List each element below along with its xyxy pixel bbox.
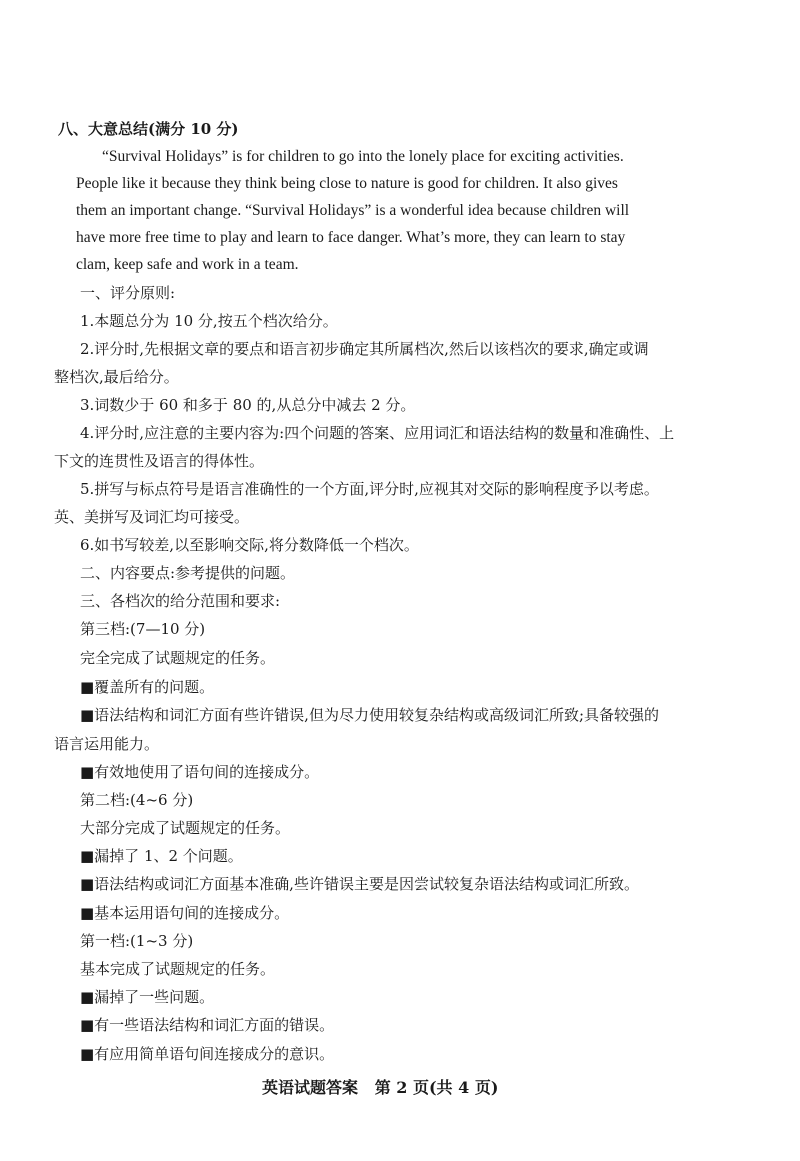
level3-item-2-cont: 语言运用能力。	[54, 735, 160, 753]
summary-line-2: People like it because they think being close to nature is good for children. It also gives	[76, 175, 618, 192]
levels-heading: 三、各档次的给分范围和要求:	[80, 592, 281, 610]
criteria-item-6: 6.如书写较差,以至影响交际,将分数降低一个档次。	[80, 536, 419, 554]
summary-line-4: have more free time to play and learn to face danger. What’s more, they can learn to stay	[76, 229, 626, 246]
level1-item-1: ■漏掉了一些问题。	[80, 988, 215, 1006]
section-title: 八、大意总结(满分 10 分)	[58, 120, 239, 138]
summary-line-1: “Survival Holidays” is for children to go into the lonely place for exciting activities.	[102, 148, 624, 165]
criteria-item-3: 3.词数少于 60 和多于 80 的,从总分中减去 2 分。	[80, 396, 416, 414]
level2-item-1: ■漏掉了 1、2 个问题。	[80, 847, 243, 865]
criteria-item-4: 4.评分时,应注意的主要内容为:四个问题的答案、应用词汇和语法结构的数量和准确性、上	[80, 424, 675, 442]
level3-title: 第三档:(7—10 分)	[80, 620, 206, 638]
level1-title: 第一档:(1~3 分)	[80, 932, 194, 950]
level3-item-3: ■有效地使用了语句间的连接成分。	[80, 763, 320, 781]
criteria-item-5: 5.拼写与标点符号是语言准确性的一个方面,评分时,应视其对交际的影响程度予以考虑。	[80, 480, 659, 498]
level2-title: 第二档:(4~6 分)	[80, 791, 194, 809]
criteria-item-5-cont: 英、美拼写及词汇均可接受。	[54, 508, 250, 526]
criteria-heading: 一、评分原则:	[80, 284, 176, 302]
level2-item-2: ■语法结构或词汇方面基本准确,些许错误主要是因尝试较复杂语法结构或词汇所致。	[80, 875, 639, 893]
content-heading: 二、内容要点:参考提供的问题。	[80, 564, 296, 582]
level3-desc: 完全完成了试题规定的任务。	[80, 649, 276, 667]
level3-item-1: ■覆盖所有的问题。	[80, 678, 215, 696]
page-footer: 英语试题答案 第 2 页(共 4 页)	[262, 1078, 499, 1097]
criteria-item-1: 1.本题总分为 10 分,按五个档次给分。	[80, 312, 338, 330]
summary-line-5: clam, keep safe and work in a team.	[76, 256, 299, 273]
criteria-item-4-cont: 下文的连贯性及语言的得体性。	[54, 452, 265, 470]
criteria-item-2-cont: 整档次,最后给分。	[54, 368, 179, 386]
level1-desc: 基本完成了试题规定的任务。	[80, 960, 276, 978]
level2-desc: 大部分完成了试题规定的任务。	[80, 819, 291, 837]
level2-item-3: ■基本运用语句间的连接成分。	[80, 904, 290, 922]
level3-item-2: ■语法结构和词汇方面有些许错误,但为尽力使用较复杂结构或高级词汇所致;具备较强的	[80, 706, 659, 724]
summary-line-3: them an important change. “Survival Holidays” is a wonderful idea because children will	[76, 202, 630, 219]
level1-item-3: ■有应用简单语句间连接成分的意识。	[80, 1045, 335, 1063]
level1-item-2: ■有一些语法结构和词汇方面的错误。	[80, 1016, 335, 1034]
criteria-item-2: 2.评分时,先根据文章的要点和语言初步确定其所属档次,然后以该档次的要求,确定或调	[80, 340, 649, 358]
